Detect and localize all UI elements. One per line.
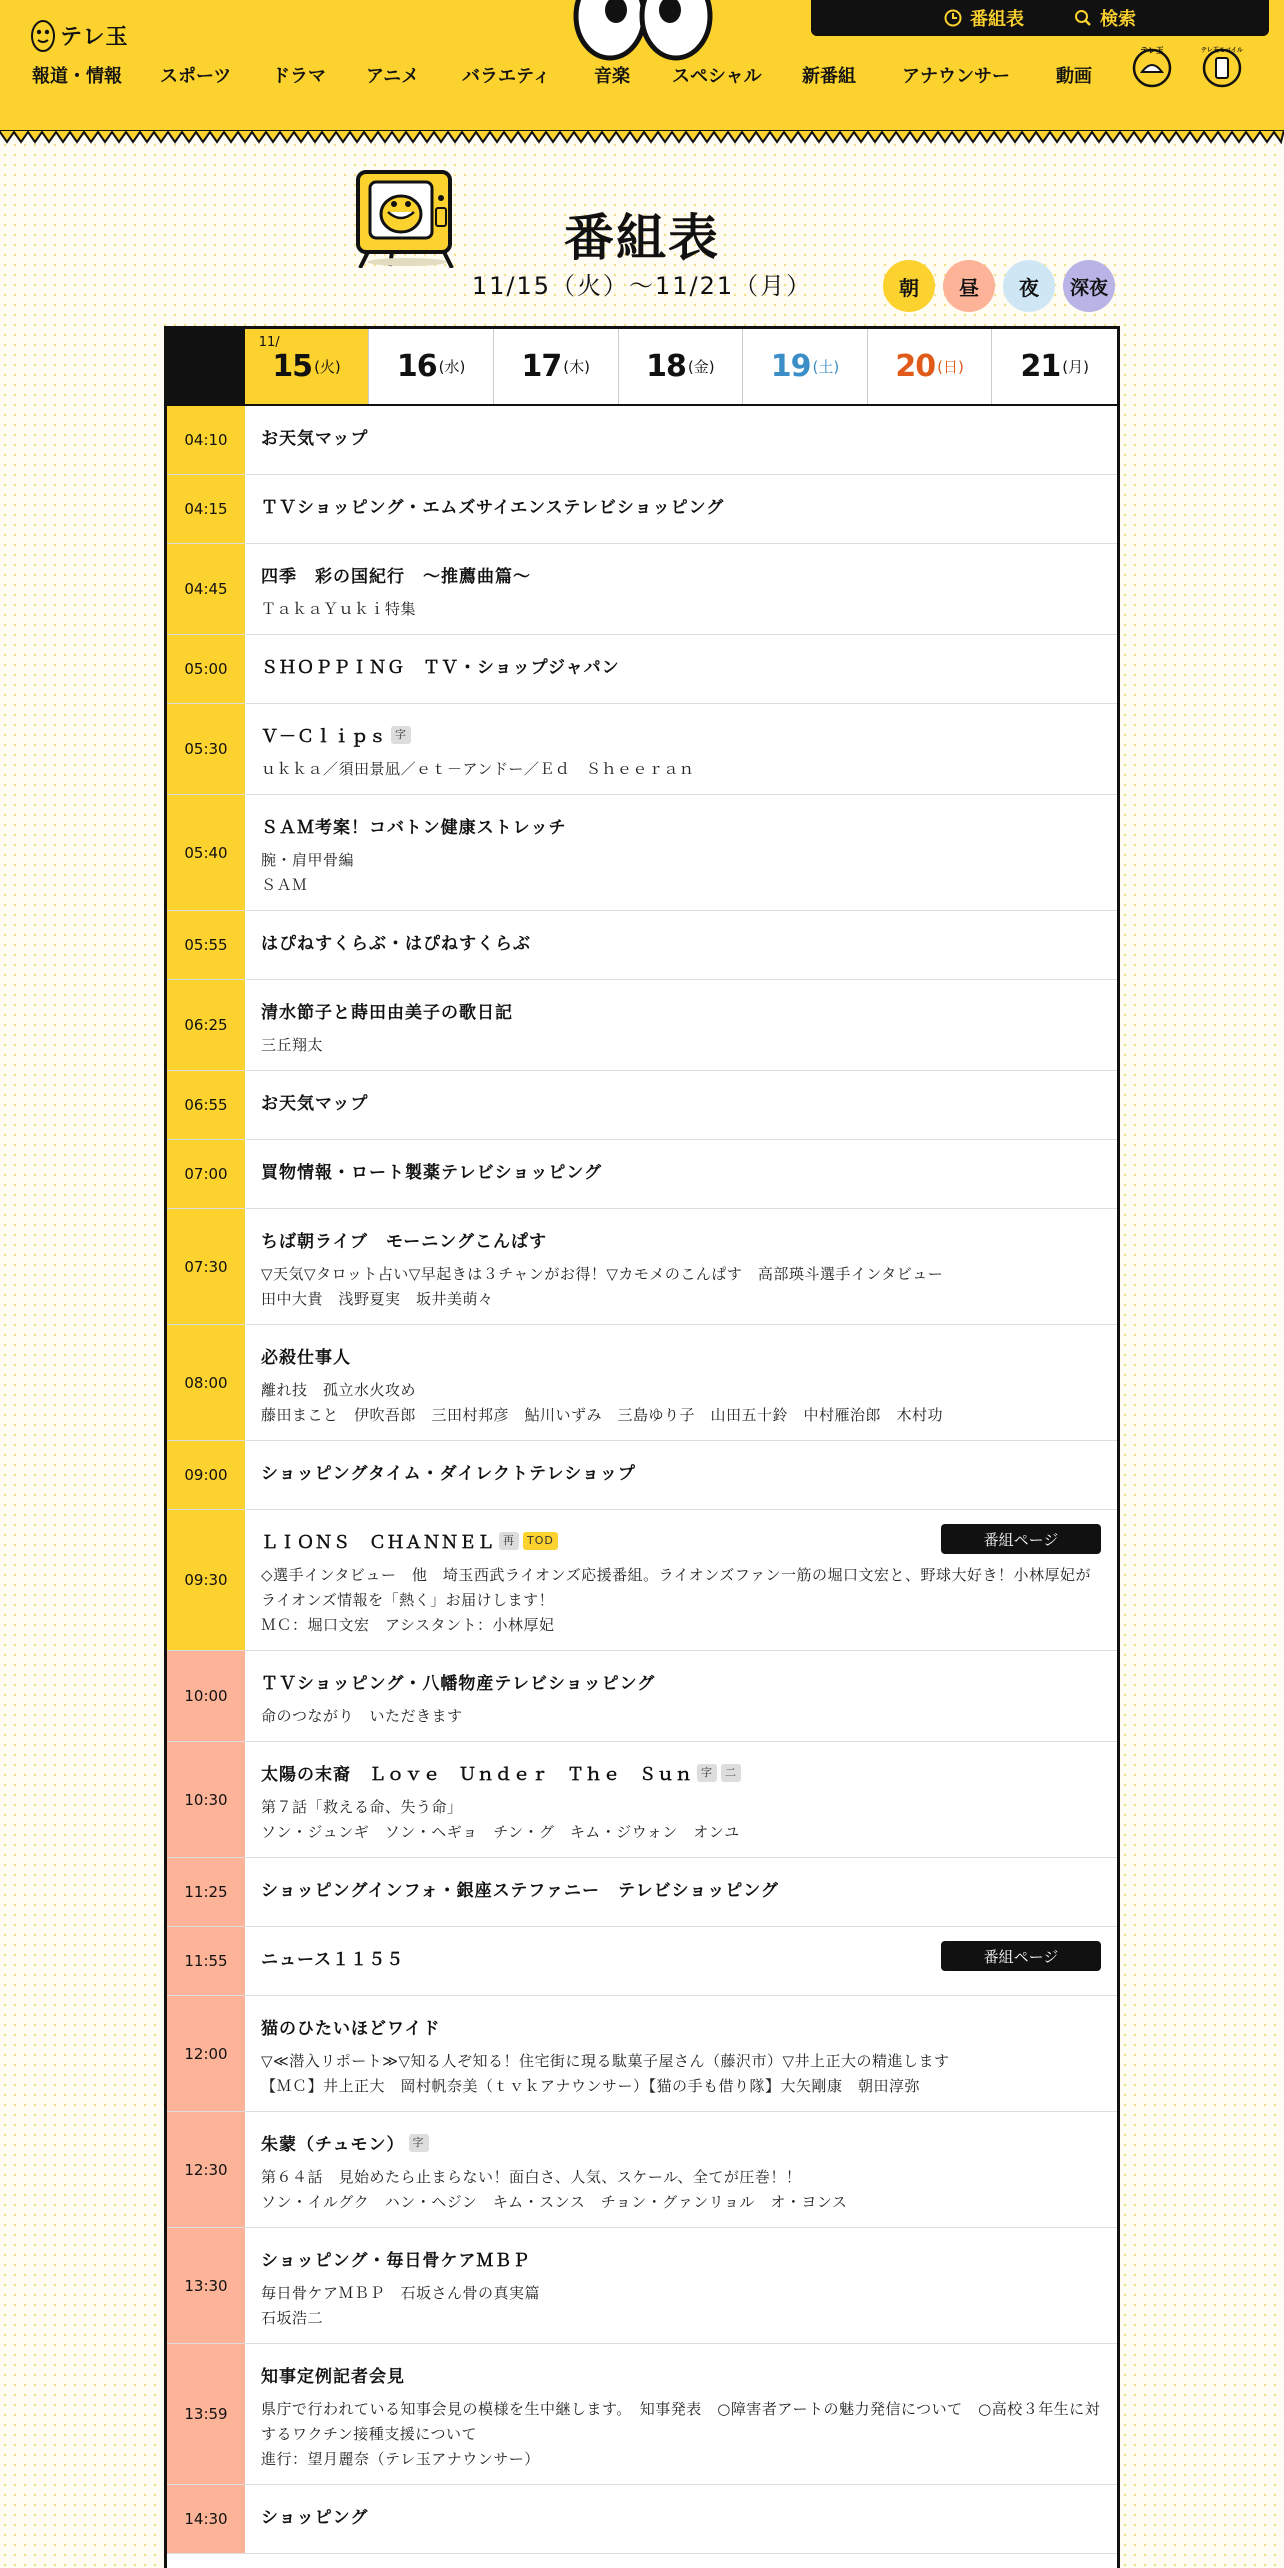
program-row[interactable] (167, 704, 1117, 795)
program-title-line (261, 1343, 1101, 1368)
program-time: 07:00 (167, 1140, 245, 1208)
program-title-line (261, 562, 1101, 587)
program-description (261, 848, 1101, 898)
program-badge: 字 (409, 2134, 429, 2152)
program-description (261, 1378, 1101, 1428)
program-description (261, 1262, 1101, 1312)
search-link-label: 検索 (1100, 9, 1136, 30)
search-icon (1074, 9, 1092, 27)
program-time: 07:30 (167, 1209, 245, 1324)
program-time: 14:30 (167, 2485, 245, 2553)
program-title-line (261, 1158, 1101, 1183)
program-row[interactable] (167, 911, 1117, 980)
day-of-week: (土) (812, 358, 840, 376)
program-title-line (261, 2246, 1101, 2271)
program-description-line: ソン・イルグク ハン・ヘジン キム・スンス チョン・グァンリョル オ・ヨンス (261, 2193, 848, 2211)
program-title[interactable]: ＴＶショッピング・エムズサイエンステレビショッピング (261, 498, 725, 518)
program-description-line: 命のつながり いただきます (261, 1707, 463, 1725)
program-description (261, 1033, 1101, 1058)
program-title-line (261, 1876, 1101, 1901)
program-title-line (261, 1459, 1101, 1484)
program-details (245, 795, 1117, 910)
program-title-line (261, 813, 1101, 838)
program-details (245, 1858, 1117, 1926)
program-title[interactable]: お天気マップ (261, 429, 369, 449)
program-row[interactable] (167, 1071, 1117, 1140)
program-description-line: ＭＣ：堀口文宏 アシスタント：小林厚妃 (261, 1616, 555, 1634)
program-description-line: 第６４話 見始めたら止まらない！面白さ、人気、スケール、全てが圧巻！！ (261, 2168, 802, 2186)
program-row[interactable] (167, 406, 1117, 475)
program-title[interactable]: ニュース１１５５ (261, 1950, 405, 1970)
program-description-line: 【ＭＣ】井上正大 岡村帆奈美（ｔｖｋアナウンサー）【猫の手も借り隊】大矢剛康 朝田淳弥 (261, 2077, 921, 2095)
program-details (245, 2485, 1117, 2553)
program-title-line (261, 722, 1101, 747)
search-link[interactable] (1074, 5, 1136, 31)
program-description-line: ソン・ジュンギ ソン・ヘギョ チン・グ キム・ジウォン オンユ (261, 1823, 740, 1841)
program-description-line: 田中大貴 浅野夏実 坂井美萌々 (261, 1290, 494, 1308)
day-tab-20[interactable] (868, 329, 993, 404)
program-details (245, 1996, 1117, 2111)
program-row[interactable] (167, 475, 1117, 544)
program-description-line: 三丘翔太 (261, 1036, 324, 1054)
program-badge: TOD (523, 1532, 558, 1550)
day-number: 21 (1020, 349, 1061, 384)
program-title[interactable]: ＳＡＭ考案！コバトン健康ストレッチ (261, 818, 567, 838)
program-title[interactable]: ＳＨＯＰＰＩＮＧ ＴＶ・ショップジャパン (261, 658, 620, 678)
program-time: 04:15 (167, 475, 245, 543)
program-description (261, 1563, 1101, 1638)
program-time: 13:30 (167, 2228, 245, 2343)
program-details (245, 1441, 1117, 1509)
site-logo[interactable] (30, 16, 129, 54)
program-details (245, 911, 1117, 979)
program-time: 04:45 (167, 544, 245, 634)
program-title[interactable]: 知事定例記者会見 (261, 2367, 405, 2387)
program-title[interactable]: 四季 彩の国紀行 ～推薦曲篇～ (261, 567, 531, 587)
program-title-line (261, 998, 1101, 1023)
header-zigzag-edge (0, 130, 1284, 146)
program-row[interactable] (167, 1441, 1117, 1510)
program-row[interactable] (167, 1510, 1117, 1651)
program-title-line (261, 493, 1101, 518)
program-title-line (261, 2362, 1101, 2387)
program-description-line: ▽≪潜入リポート≫▽知る人ぞ知る！住宅街に現る駄菓子屋さん（藤沢市）▽井上正大の精進します (261, 2052, 950, 2070)
program-row[interactable] (167, 2344, 1117, 2485)
program-details (245, 1140, 1117, 1208)
program-list (167, 406, 1117, 2554)
program-row[interactable] (167, 1927, 1117, 1996)
program-description (261, 757, 1101, 782)
day-tabs (167, 329, 1117, 406)
time-button-night[interactable]: 夜 (1003, 260, 1055, 312)
program-details (245, 1325, 1117, 1440)
program-title[interactable]: 買物情報・ロート製薬テレビショッピング (261, 1163, 602, 1183)
day-number: 16 (396, 349, 437, 384)
program-title[interactable]: ショッピング (261, 2508, 369, 2528)
mobile-icon-label: テレ玉モバイル (1201, 47, 1243, 54)
program-details (245, 475, 1117, 543)
program-time: 12:00 (167, 1996, 245, 2111)
program-row[interactable] (167, 1651, 1117, 1742)
program-description-line: 毎日骨ケアＭＢＰ 石坂さん骨の真実篇 (261, 2284, 541, 2302)
program-title-line (261, 2503, 1101, 2528)
program-details (245, 1651, 1117, 1741)
program-time: 05:30 (167, 704, 245, 794)
day-number: 20 (895, 349, 936, 384)
mascot-eyes-icon (568, 0, 718, 64)
program-description (261, 2165, 1101, 2215)
program-page-button[interactable]: 番組ページ (941, 1941, 1101, 1971)
program-title-line (261, 1227, 1101, 1252)
program-page-button[interactable]: 番組ページ (941, 1524, 1101, 1554)
day-of-week: (水) (438, 358, 466, 376)
teletama-icon-label: テレ玉 (1140, 46, 1164, 55)
program-title[interactable]: お天気マップ (261, 1094, 369, 1114)
program-description-line: 石坂浩二 (261, 2309, 324, 2327)
mobile-app-icon[interactable] (1200, 44, 1244, 88)
program-details (245, 2344, 1117, 2484)
program-row[interactable] (167, 1996, 1117, 2112)
program-time: 05:40 (167, 795, 245, 910)
day-of-week: (金) (687, 358, 715, 376)
program-row[interactable] (167, 1209, 1117, 1325)
program-title-line (261, 653, 1101, 678)
program-title-line (261, 1669, 1101, 1694)
nav-item-drama[interactable]: ドラマ (272, 66, 326, 87)
day-tab-19[interactable] (743, 329, 868, 404)
program-title[interactable]: ショッピング・毎日骨ケアＭＢＰ (261, 2251, 531, 2271)
program-description-line: ｕｋｋａ／須田景凪／ｅｔ－アンドー／Ｅｄ Ｓｈｅｅｒａｎ (261, 760, 695, 778)
program-time: 12:30 (167, 2112, 245, 2227)
program-title-line (261, 2130, 1101, 2155)
clock-icon (944, 9, 962, 27)
time-button-morning[interactable]: 朝 (883, 260, 935, 312)
date-range: 11/15（火）〜11/21（月） (471, 272, 813, 300)
program-time: 11:55 (167, 1927, 245, 1995)
program-title[interactable]: ＬＩＯＮＳ ＣＨＡＮＮＥＬ (261, 1533, 495, 1553)
program-row[interactable] (167, 1325, 1117, 1441)
program-description-line: 藤田まこと 伊吹吾郎 三田村邦彦 鮎川いずみ 三島ゆり子 山田五十鈴 中村雁治郎 木村功 (261, 1406, 944, 1424)
program-description-line: 離れ技 孤立水火攻め (261, 1381, 417, 1399)
program-title[interactable]: 猫のひたいほどワイド (261, 2019, 441, 2039)
time-of-day-selector (883, 260, 1115, 312)
program-details (245, 2228, 1117, 2343)
program-time: 09:30 (167, 1510, 245, 1650)
program-title[interactable]: ちば朝ライブ モーニングこんぱす (261, 1232, 547, 1252)
program-row[interactable] (167, 544, 1117, 635)
day-tab-18[interactable] (619, 329, 744, 404)
program-time: 05:55 (167, 911, 245, 979)
day-tab-21[interactable] (992, 329, 1117, 404)
day-number: 18 (646, 349, 686, 384)
program-description-line: 県庁で行われている知事会見の模様を生中継します。 知事発表 ○障害者アートの魅力発信について ○高校３年生に対するワクチン接種支援について (261, 2400, 1101, 2443)
program-description (261, 2049, 1101, 2099)
program-details (245, 1071, 1117, 1139)
nav-item-new-programs[interactable]: 新番組 (802, 66, 856, 87)
program-description-line: ＴａｋａＹｕｋｉ特集 (261, 600, 417, 618)
program-title[interactable]: ＴＶショッピング・八幡物産テレビショッピング (261, 1674, 656, 1694)
program-title-line (261, 424, 1101, 449)
program-row[interactable] (167, 1742, 1117, 1858)
program-title[interactable]: はぴねすくらぶ・はぴねすくらぶ (261, 934, 531, 954)
program-details (245, 1927, 1117, 1995)
day-number: 17 (521, 349, 562, 384)
program-description-line: 腕・肩甲骨編 (261, 851, 355, 869)
program-row[interactable] (167, 635, 1117, 704)
program-title-line (261, 2014, 1101, 2039)
program-description-line: ◇選手インタビュー 他 埼玉西武ライオンズ応援番組。ライオンズファン一筋の堀口文宏と、野球大好き！小林厚妃がライオンズ情報を「熱く」お届けします！ (261, 1566, 1091, 1609)
day-number: 19 (770, 349, 811, 384)
program-row[interactable] (167, 1858, 1117, 1927)
program-time: 11:25 (167, 1858, 245, 1926)
program-title[interactable]: ショッピングインフォ・銀座ステファニー テレビショッピング (261, 1881, 779, 1901)
time-button-late-night[interactable]: 深夜 (1063, 260, 1115, 312)
day-of-week: (日) (937, 358, 964, 376)
nav-item-videos[interactable]: 動画 (1056, 66, 1092, 87)
nav-item-announcers[interactable]: アナウンサー (902, 66, 1010, 87)
page-title: 番組表 (564, 209, 720, 267)
day-number: 15 (272, 349, 313, 384)
program-time: 13:59 (167, 2344, 245, 2484)
schedule-link-label: 番組表 (970, 9, 1024, 30)
mascot-logo-icon (30, 16, 56, 54)
program-description (261, 2397, 1101, 2472)
nav-item-sports[interactable]: スポーツ (160, 66, 232, 87)
program-time: 06:25 (167, 980, 245, 1070)
program-description (261, 2281, 1101, 2331)
program-description (261, 597, 1101, 622)
program-title[interactable]: 必殺仕事人 (261, 1348, 351, 1368)
program-title[interactable]: 清水節子と蒔田由美子の歌日記 (261, 1003, 513, 1023)
program-details (245, 544, 1117, 634)
day-tabs-corner (167, 329, 245, 404)
program-row[interactable] (167, 2112, 1117, 2228)
nav-item-news[interactable]: 報道・情報 (32, 66, 122, 87)
program-title[interactable]: Ｖ－Ｃｌｉｐｓ (261, 727, 387, 747)
program-badge: 字 (391, 726, 411, 744)
program-details (245, 406, 1117, 474)
program-time: 10:00 (167, 1651, 245, 1741)
program-description-line: ▽天気▽タロット占い▽早起きは３チャンがお得！▽カモメのこんぱす 高部瑛斗選手インタビュー (261, 1265, 944, 1283)
day-of-week: (火) (314, 358, 341, 376)
program-badge: 再 (499, 1532, 519, 1550)
program-details (245, 980, 1117, 1070)
day-month: 11/ (258, 335, 280, 350)
program-description-line: 第７話「救える命、失う命」 (261, 1798, 463, 1816)
program-time: 05:00 (167, 635, 245, 703)
program-row[interactable] (167, 1140, 1117, 1209)
program-row[interactable] (167, 2228, 1117, 2344)
program-details (245, 704, 1117, 794)
program-details (245, 1209, 1117, 1324)
program-title[interactable]: 太陽の末裔 Ｌｏｖｅ Ｕｎｄｅｒ Ｔｈｅ Ｓｕｎ (261, 1765, 693, 1785)
program-time: 10:30 (167, 1742, 245, 1857)
program-time: 08:00 (167, 1325, 245, 1440)
nav-icon-group (1130, 44, 1244, 88)
program-details (245, 635, 1117, 703)
time-button-daytime[interactable]: 昼 (943, 260, 995, 312)
program-description (261, 1704, 1101, 1729)
day-tab-15[interactable] (245, 329, 370, 404)
program-description (261, 1795, 1101, 1845)
program-details (245, 1742, 1117, 1857)
program-title-line (261, 1760, 1101, 1785)
logo-text: テレ玉 (60, 24, 129, 50)
utility-bar (811, 0, 1269, 36)
site-header (0, 0, 1284, 130)
day-of-week: (月) (1062, 358, 1089, 376)
program-description-line: 進行：望月麗奈（テレ玉アナウンサー） (261, 2450, 540, 2468)
nav-item-anime[interactable]: アニメ (366, 66, 420, 87)
program-details (245, 2112, 1117, 2227)
program-badge: 字 (697, 1764, 717, 1782)
program-time: 04:10 (167, 406, 245, 474)
program-details (245, 1510, 1117, 1650)
nav-item-variety[interactable]: バラエティ (462, 66, 551, 87)
program-row[interactable] (167, 980, 1117, 1071)
program-time: 09:00 (167, 1441, 245, 1509)
schedule-link[interactable] (944, 5, 1024, 31)
teletama-mascot-icon[interactable] (1130, 44, 1174, 88)
program-time: 06:55 (167, 1071, 245, 1139)
program-description-line: ＳＡＭ (261, 876, 308, 894)
program-row[interactable] (167, 2485, 1117, 2554)
nav-item-music[interactable]: 音楽 (594, 66, 630, 87)
day-tab-16[interactable] (369, 329, 494, 404)
day-of-week: (木) (563, 358, 590, 376)
program-schedule-table (164, 326, 1120, 2568)
program-title-line (261, 929, 1101, 954)
day-tab-17[interactable] (494, 329, 619, 404)
program-title[interactable]: 朱蒙（チュモン） (261, 2135, 405, 2155)
program-row[interactable] (167, 795, 1117, 911)
program-title-line (261, 1089, 1101, 1114)
program-badge: 二 (721, 1764, 741, 1782)
program-title[interactable]: ショッピングタイム・ダイレクトテレショップ (261, 1464, 636, 1484)
nav-item-special[interactable]: スペシャル (672, 66, 762, 87)
